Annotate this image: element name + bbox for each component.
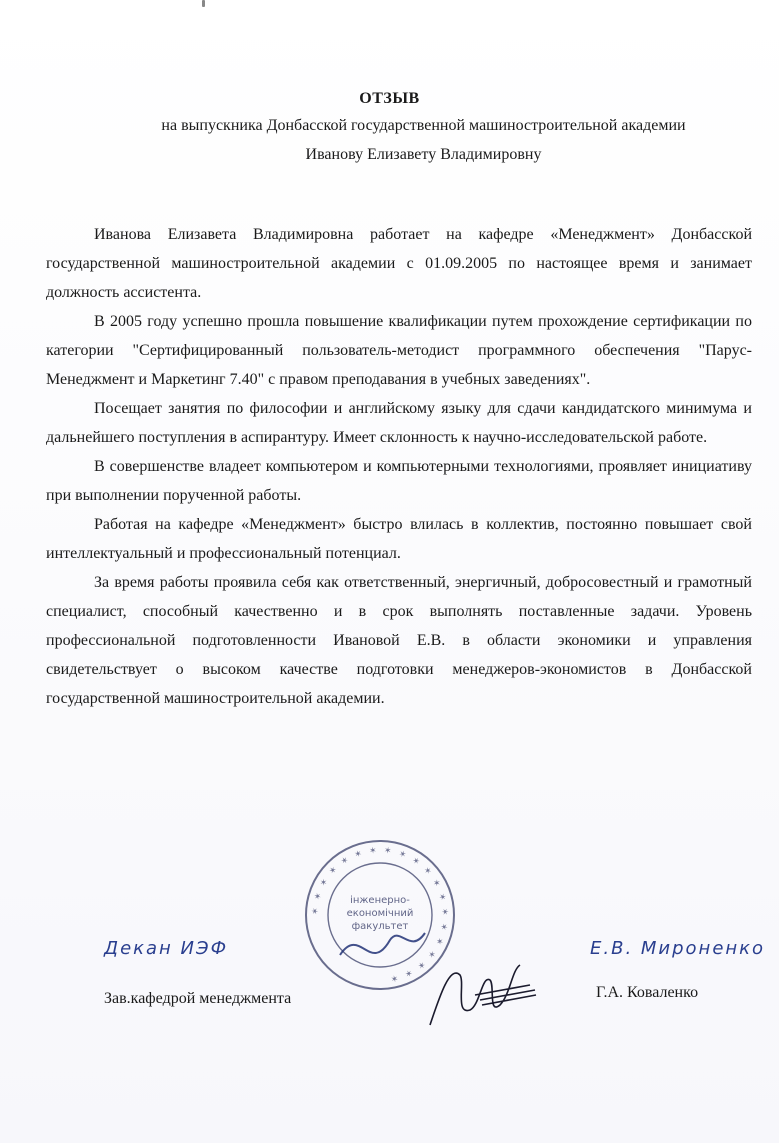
paragraph: Работая на кафедре «Менеджмент» быстро влилась в коллектив, постоянно повышает свой интеллектуальный и профессиональный потенциал. xyxy=(46,516,752,562)
paragraph: В 2005 году успешно прошла повышение квалификации путем прохождение сертификации по категории "Сертифицированный пользователь-методист программного обеспечения "Парус-Менеджмент и Маркетинг 7.40" с правом преподавания в учебных заведениях". xyxy=(46,313,752,388)
paragraph: В совершенстве владеет компьютером и компьютерными технологиями, проявляет инициативу при выполнении порученной работы. xyxy=(46,458,752,504)
handwritten-dean-name: Е.В. Мироненко xyxy=(590,938,766,959)
svg-text:✶ ✶ ✶ ✶ ✶ ✶ ✶ ✶ ✶ ✶ ✶ ✶ ✶ ✶ ✶: ✶ ✶ ✶ ✶ ✶ ✶ ✶ ✶ ✶ ✶ ✶ ✶ ✶ ✶ ✶ ✶ ✶ ✶ ✶ ✶ xyxy=(310,845,450,984)
handwritten-dean-label: Декан ИЭФ xyxy=(104,938,229,959)
svg-text:економічний: економічний xyxy=(346,908,414,919)
paragraph: За время работы проявила себя как ответственный, энергичный, добросовестный и грамотный специалист, способный качественно и в срок выполнять поставленные задачи. Уровень профессиональной подготовленности Ивановой Е.В. в области экономики и управления свидетельствует о высоком качестве подготовки менеджеров-экономистов в Донбасской государственной машиностроительной академии. xyxy=(46,574,752,707)
signatory-name: Г.А. Коваленко xyxy=(596,984,699,1001)
paragraph: Иванова Елизавета Владимировна работает на кафедре «Менеджмент» Донбасской государственной машиностроительной академии с 01.09.2005 по настоящее время и занимает должность ассистента. xyxy=(46,226,752,301)
svg-text:інженерно-: інженерно- xyxy=(350,895,410,906)
signatory-role: Зав.кафедрой менеджмента xyxy=(104,990,292,1007)
paragraph: Посещает занятия по философии и английскому языку для сдачи кандидатского минимума и дальнейшего поступления в аспирантуру. Имеет склонность к научно-исследовательской работе. xyxy=(46,400,752,446)
document-title: ОТЗЫВ xyxy=(359,90,420,107)
handwritten-signature xyxy=(420,955,540,1035)
document-subtitle-2: Иванову Елизавету Владимировну xyxy=(305,146,542,163)
document-subtitle-1: на выпускника Донбасской государственной машиностроительной академии xyxy=(161,117,686,134)
scan-mark xyxy=(202,0,205,7)
svg-text:факультет: факультет xyxy=(351,921,409,932)
document-body xyxy=(46,220,752,713)
